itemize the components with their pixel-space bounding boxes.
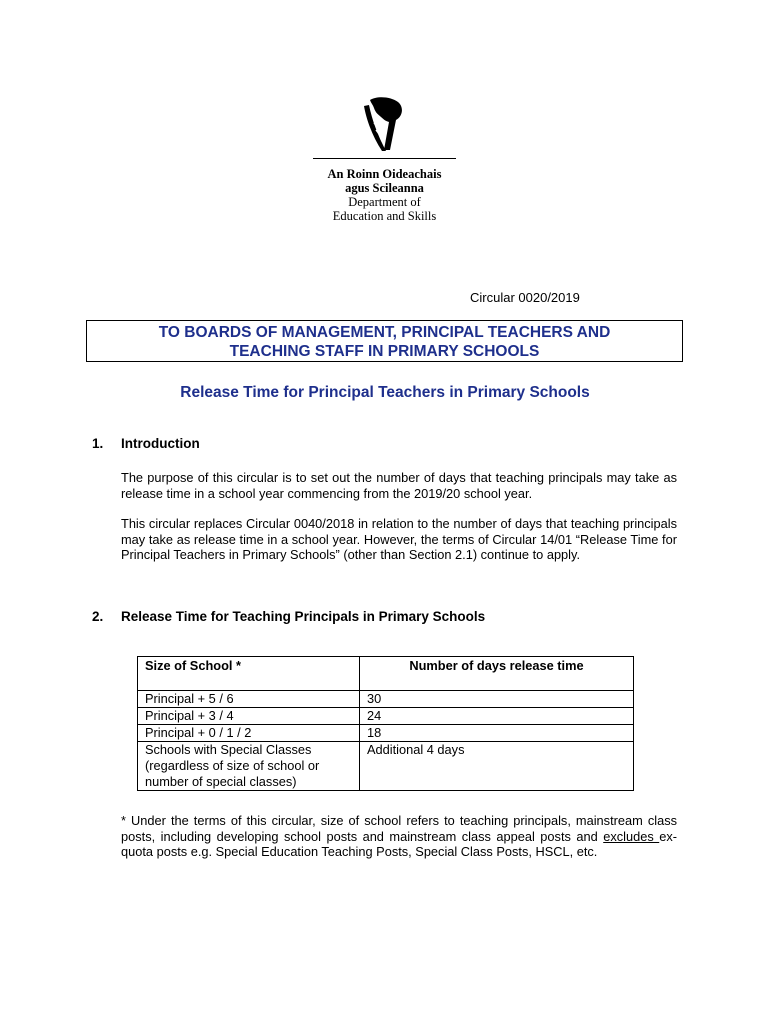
- cell-size-line: (regardless of size of school or: [145, 758, 320, 773]
- logo-divider: [313, 158, 456, 159]
- section-2-title: Release Time for Teaching Principals in Primary Schools: [121, 609, 486, 624]
- addressee-banner: [86, 320, 683, 362]
- section-1-heading: [92, 436, 200, 451]
- circular-reference: Circular 0020/2019: [470, 290, 580, 305]
- table-row: [138, 708, 634, 725]
- section-1-number: 1.: [92, 436, 104, 451]
- harp-icon: [360, 96, 406, 154]
- cell-size: [138, 742, 360, 791]
- cell-size: Principal + 3 / 4: [138, 708, 360, 725]
- cell-size-line: Schools with Special Classes: [145, 742, 312, 757]
- cell-days: Additional 4 days: [360, 742, 634, 791]
- footnote: [121, 813, 677, 860]
- dept-line-irish-2: agus Scileanna: [345, 181, 424, 195]
- release-time-table: [137, 656, 634, 791]
- section-1-title: Introduction: [121, 436, 200, 451]
- dept-line-irish-1: An Roinn Oideachais: [327, 167, 442, 181]
- dept-line-english-1: Department of: [348, 195, 421, 209]
- banner-line-2: TEACHING STAFF IN PRIMARY SCHOOLS: [229, 343, 540, 360]
- table-row: [138, 691, 634, 708]
- cell-days: 24: [360, 708, 634, 725]
- intro-paragraph-1: The purpose of this circular is to set out the number of days that teaching principals may take as release time in a school year commencing from the 2019/20 school year.: [121, 470, 677, 501]
- footnote-excludes: excludes: [603, 828, 660, 844]
- section-2-heading: [92, 609, 485, 624]
- intro-paragraph-2: This circular replaces Circular 0040/2018 in relation to the number of days that teaching principals may take as release time in a school year. However, the terms of Circular 14/01 “Release Time for Principal Teachers in Primary Schools” (other than Section 2.1) continue to apply.: [121, 516, 677, 562]
- table-row: [138, 725, 634, 742]
- table-header-row: [138, 657, 634, 691]
- section-2-number: 2.: [92, 609, 104, 624]
- department-name: [313, 167, 456, 223]
- cell-size-line: number of special classes): [145, 774, 297, 789]
- table-row: [138, 742, 634, 791]
- banner-line-1: TO BOARDS OF MANAGEMENT, PRINCIPAL TEACHERS AND: [158, 324, 611, 341]
- cell-days: 18: [360, 725, 634, 742]
- footnote-text-start: * Under the terms of this circular, size of school refers to teaching principals, mainstream class posts, including developing school posts and mainstream class appeal posts and: [121, 813, 677, 844]
- header-size-of-school: Size of School *: [138, 657, 360, 691]
- cell-size: Principal + 0 / 1 / 2: [138, 725, 360, 742]
- footnote-text-end: ex-quota posts e.g. Special Education Teaching Posts, Special Class Posts, HSCL, etc.: [121, 828, 677, 859]
- document-title: Release Time for Principal Teachers in Primary Schools: [180, 384, 590, 401]
- cell-days: 30: [360, 691, 634, 708]
- dept-line-english-2: Education and Skills: [332, 209, 437, 223]
- cell-size: Principal + 5 / 6: [138, 691, 360, 708]
- header-days-release: Number of days release time: [360, 657, 634, 691]
